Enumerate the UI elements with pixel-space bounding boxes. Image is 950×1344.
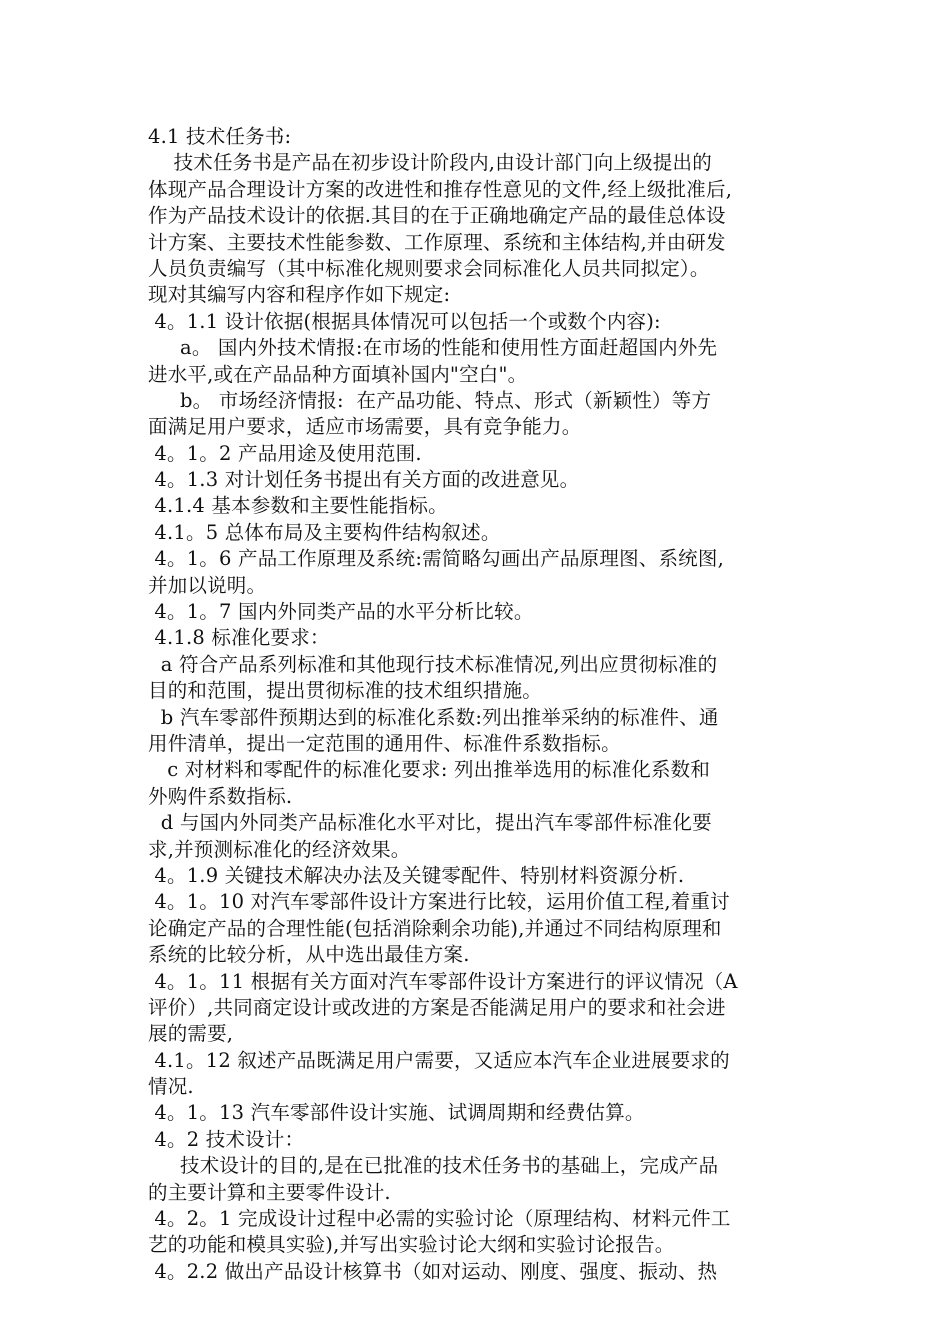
subitem-d: d 与国内外同类产品标准化水平对比，提出汽车零部件标准化要 (148, 811, 712, 835)
item-4-1-1: 4。1.1 设计依据(根据具体情况可以包括一个或数个内容): (148, 309, 661, 333)
paragraph-line: 人员负责编写（其中标准化规则要求会同标准化人员共同拟定）。 (148, 256, 710, 280)
item-4-1-6: 4。1。6 产品工作原理及系统:需简略勾画出产品原理图、系统图, (148, 547, 724, 571)
item-4-1-8: 4.1.8 标准化要求： (148, 626, 330, 650)
document-body (148, 124, 808, 1285)
item-4-2-2: 4。2.2 做出产品设计核算书（如对运动、刚度、强度、振动、热 (148, 1259, 718, 1283)
paragraph-line: 作为产品技术设计的依据.其目的在于正确地确定产品的最佳总体设 (148, 204, 726, 228)
subitem-b: b 汽车零部件预期达到的标准化系数:列出推举采纳的标准件、通 (148, 705, 719, 729)
item-4-1-3: 4。1.3 对计划任务书提出有关方面的改进意见。 (148, 468, 580, 492)
section-heading-4-1: 4.1 技术任务书: (148, 125, 292, 148)
paragraph-line: 艺的功能和模具实验),并写出实验讨论大纲和实验讨论报告。 (148, 1233, 675, 1257)
item-4-1-4: 4.1.4 基本参数和主要性能指标。 (148, 494, 448, 518)
paragraph-line: 外购件系数指标. (148, 784, 293, 808)
paragraph-line: 面满足用户要求，适应市场需要，具有竞争能力。 (148, 415, 582, 439)
paragraph-line: 求,并预测标准化的经济效果。 (148, 837, 411, 861)
paragraph-line: 技术任务书是产品在初步设计阶段内,由设计部门向上级提出的 (148, 151, 712, 175)
paragraph-line: 评价）,共同商定设计或改进的方案是否能满足用户的要求和社会进 (148, 995, 726, 1019)
paragraph-line: 进水平,或在产品品种方面填补国内"空白"。 (148, 362, 528, 386)
paragraph-line: 系统的比较分析，从中选出最佳方案. (148, 943, 470, 967)
paragraph-line: 用件清单，提出一定范围的通用件、标准件系数指标。 (148, 731, 621, 755)
paragraph-line: 展的需要, (148, 1022, 234, 1046)
item-4-1-7: 4。1。7 国内外同类产品的水平分析比较。 (148, 600, 534, 624)
subitem-a: a。 国内外技术情报:在市场的性能和使用性方面赶超国内外先 (148, 336, 718, 360)
paragraph-line: 现对其编写内容和程序作如下规定: (148, 283, 451, 307)
paragraph-line: 计方案、主要技术性能参数、工作原理、系统和主体结构,并由研发 (148, 230, 726, 254)
item-4-1-10: 4。1。10 对汽车零部件设计方案进行比较，运用价值工程,着重讨 (148, 890, 730, 914)
subitem-c: c 对材料和零配件的标准化要求: 列出推举选用的标准化系数和 (148, 758, 711, 782)
paragraph-line: 技术设计的目的,是在已批准的技术任务书的基础上，完成产品 (148, 1154, 719, 1178)
paragraph-line: 情况. (148, 1075, 194, 1099)
paragraph-line: 论确定产品的合理性能(包括消除剩余功能),并通过不同结构原理和 (148, 916, 722, 940)
section-heading-4-2: 4。2 技术设计： (148, 1127, 305, 1151)
item-4-1-5: 4.1。5 总体布局及主要构件结构叙述。 (148, 520, 501, 544)
item-4-1-12: 4.1。12 叙述产品既满足用户需要，又适应本汽车企业进展要求的 (148, 1048, 730, 1072)
subitem-b: b。 市场经济情报: 在产品功能、特点、形式（新颖性）等方 (148, 388, 712, 412)
paragraph-line: 体现产品合理设计方案的改进性和推存性意见的文件,经上级批准后, (148, 177, 733, 201)
item-4-1-11: 4。1。11 根据有关方面对汽车零部件设计方案进行的评议情况（A (148, 969, 738, 993)
paragraph-line: 目的和范围，提出贯彻标准的技术组织措施。 (148, 679, 543, 703)
item-4-1-9: 4。1.9 关键技术解决办法及关键零配件、特别材料资源分析. (148, 863, 685, 887)
item-4-2-1: 4。2。1 完成设计过程中必需的实验讨论（原理结构、材料元件工 (148, 1207, 731, 1231)
item-4-1-2: 4。1。2 产品用途及使用范围. (148, 441, 422, 465)
paragraph-line: 的主要计算和主要零件设计. (148, 1180, 391, 1204)
subitem-a: a 符合产品系列标准和其他现行技术标准情况,列出应贯彻标准的 (148, 652, 718, 676)
item-4-1-13: 4。1。13 汽车零部件设计实施、试调周期和经费估算。 (148, 1101, 645, 1125)
paragraph-line: 并加以说明。 (148, 573, 267, 597)
